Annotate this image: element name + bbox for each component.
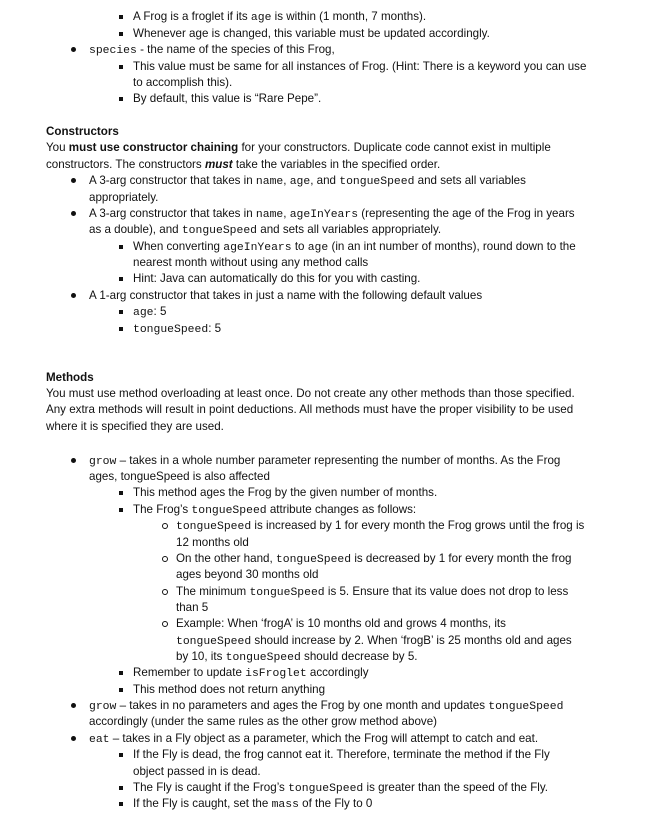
decrease-rule: On the other hand, tongueSpeed is decreased by 1 for every month the frog xyxy=(176,551,572,568)
increase-rule: tongueSpeed is increased by 1 for every month the Frog grows until the frog is xyxy=(176,518,584,535)
species-static-rule-cont: to accomplish this). xyxy=(133,76,233,89)
grow-noarg-method-cont: accordingly (under the same rules as the other grow method above) xyxy=(89,715,437,728)
minimum-rule-cont: than 5 xyxy=(176,601,209,614)
constructors-intro-cont: constructors. The constructors must take the variables in the specified order. xyxy=(46,158,441,171)
dead-fly-rule-cont: object passed in is dead. xyxy=(133,765,261,778)
minimum-rule: The minimum tongueSpeed is 5. Ensure that its value does not drop to less xyxy=(176,584,568,601)
methods-heading: Methods xyxy=(46,371,94,384)
grow-noarg-method: grow – takes in no parameters and ages the Frog by one month and updates tongueSpeed xyxy=(89,698,563,715)
froglet-rule: A Frog is a froglet if its age is within (1 month, 7 months). xyxy=(133,9,426,26)
methods-intro: You must use method overloading at least once. Do not create any other methods than those specified. xyxy=(46,387,575,400)
catch-rule: The Fly is caught if the Frog’s tongueSpeed is greater than the speed of the Fly. xyxy=(133,780,548,797)
no-return-rule: This method does not return anything xyxy=(133,682,325,698)
constructor-2-rounding-cont: nearest month without using any method calls xyxy=(133,256,369,269)
dead-fly-rule: If the Fly is dead, the frog cannot eat it. Therefore, terminate the method if the Fly xyxy=(133,747,550,763)
species-bullet: species - the name of the species of this Frog, xyxy=(89,42,335,59)
grow-method: grow – takes in a whole number parameter representing the number of months. As the Frog xyxy=(89,453,560,470)
eat-method: eat – takes in a Fly object as a parameter, which the Frog will attempt to catch and eat. xyxy=(89,731,538,748)
age-update-rule: Whenever age is changed, this variable must be updated accordingly. xyxy=(133,26,490,42)
constructor-2-rounding: When converting ageInYears to age (in an int number of months), round down to the xyxy=(133,239,576,256)
example-rule: Example: When ‘frogA’ is 10 months old and grows 4 months, its xyxy=(176,616,506,632)
methods-intro-2: Any extra methods will result in point deductions. All methods must have the proper visibility to be used xyxy=(46,403,574,416)
species-default-rule: By default, this value is “Rare Pepe”. xyxy=(133,91,321,107)
constructor-2-hint: Hint: Java can automatically do this for you with casting. xyxy=(133,271,420,287)
tongue-speed-rules: The Frog’s tongueSpeed attribute changes as follows: xyxy=(133,502,416,519)
default-age: age: 5 xyxy=(133,304,166,321)
species-static-rule: This value must be same for all instances of Frog. (Hint: There is a keyword you can use xyxy=(133,59,586,75)
constructor-1: A 3-arg constructor that takes in name, age, and tongueSpeed and sets all variables xyxy=(89,173,526,190)
constructor-2: A 3-arg constructor that takes in name, ageInYears (representing the age of the Frog in years xyxy=(89,206,575,223)
decrease-rule-cont: ages beyond 30 months old xyxy=(176,568,319,581)
example-rule-cont-2: by 10, its tongueSpeed should decrease by 5. xyxy=(176,650,418,664)
example-rule-cont: tongueSpeed should increase by 2. When ‘frogB’ is 25 months old and ages xyxy=(176,634,572,648)
methods-intro-3: where it is specified they are used. xyxy=(46,420,224,433)
constructor-2-cont: as a double), and tongueSpeed and sets all variables appropriately. xyxy=(89,223,442,237)
constructors-heading: Constructors xyxy=(46,125,119,138)
increase-rule-cont: 12 months old xyxy=(176,536,249,549)
isfroglet-reminder: Remember to update isFroglet accordingly xyxy=(133,665,369,682)
constructor-1-cont: appropriately. xyxy=(89,191,159,204)
grow-ages-rule: This method ages the Frog by the given number of months. xyxy=(133,485,437,501)
constructors-intro: You must use constructor chaining for your constructors. Duplicate code cannot exist in multiple xyxy=(46,141,551,154)
grow-method-cont: ages, tongueSpeed is also affected xyxy=(89,470,270,483)
mass-rule: If the Fly is caught, set the mass of the Fly to 0 xyxy=(133,796,372,813)
default-tonguespeed: tongueSpeed: 5 xyxy=(133,321,221,338)
constructor-3: A 1-arg constructor that takes in just a name with the following default values xyxy=(89,288,482,304)
